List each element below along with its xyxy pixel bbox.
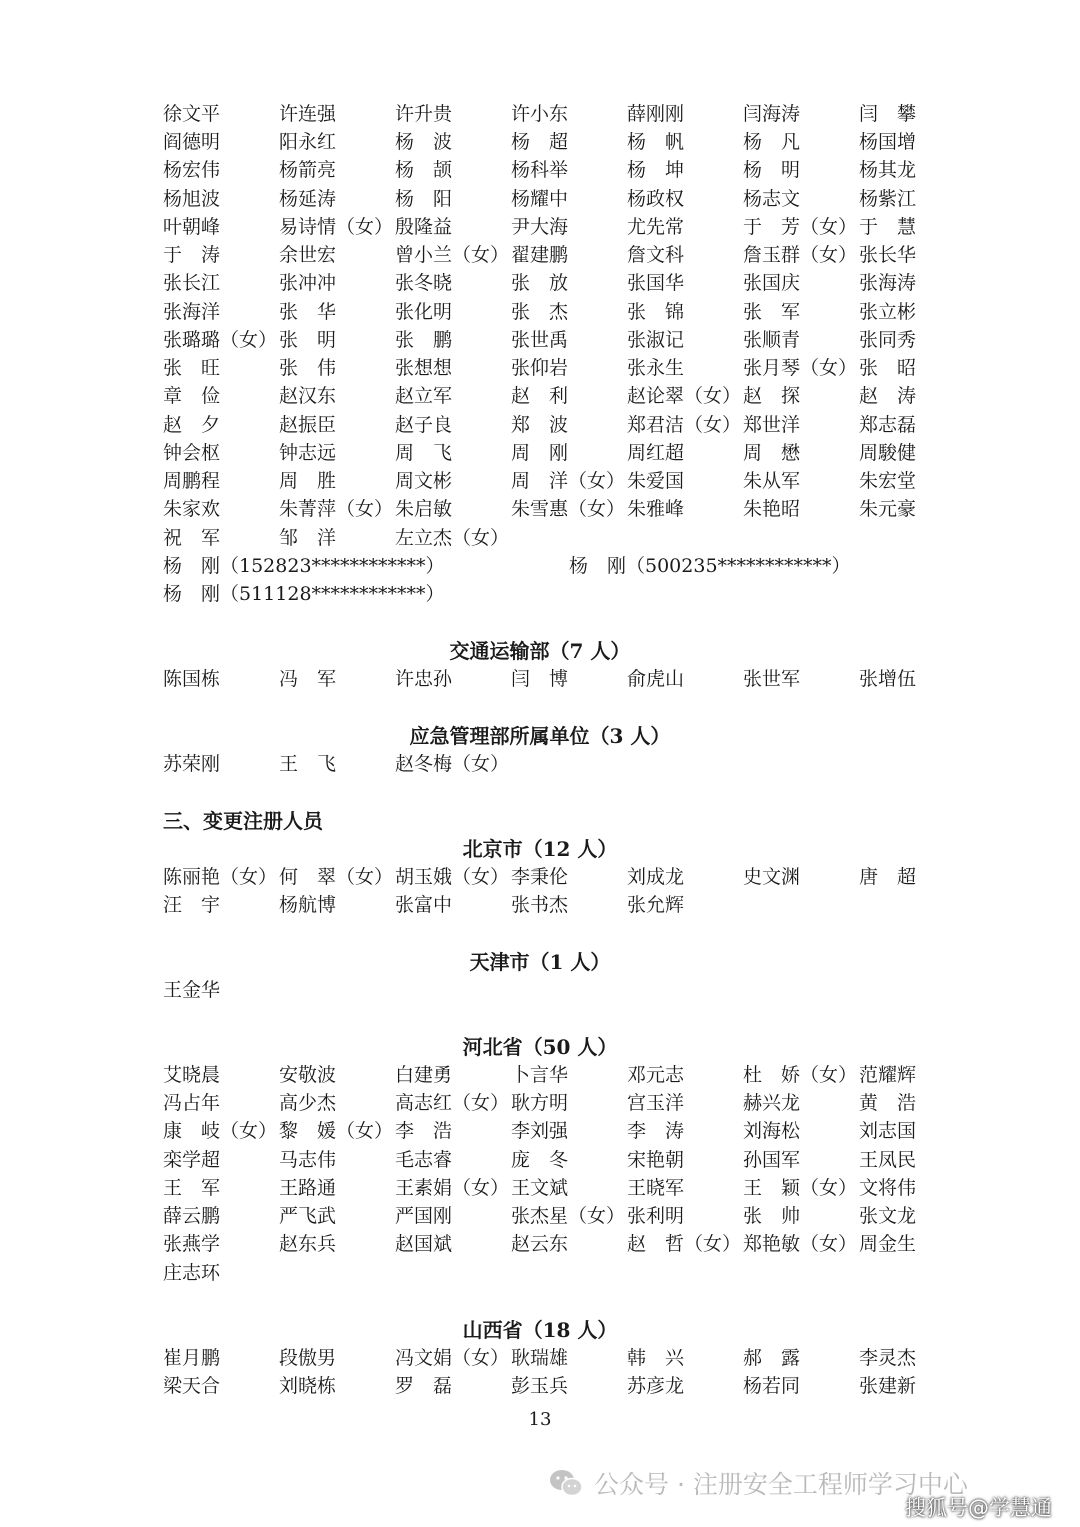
person-name: 杨宏伟 bbox=[163, 159, 221, 181]
person-name: 栾学超 bbox=[163, 1149, 221, 1171]
person-name: 余世宏 bbox=[279, 244, 337, 266]
person-name: 周駿健 bbox=[859, 442, 917, 464]
person-name: 王路通 bbox=[279, 1177, 337, 1199]
name-row bbox=[163, 1117, 943, 1145]
person-name: 罗 磊 bbox=[395, 1375, 453, 1397]
person-name: 王 飞 bbox=[279, 753, 337, 775]
person-name: 杨箭亮 bbox=[279, 159, 337, 181]
person-name: 张化明 bbox=[395, 301, 453, 323]
person-name: 尤先常 bbox=[627, 216, 685, 238]
person-name: 郝 露 bbox=[743, 1347, 801, 1369]
person-name: 王凤民 bbox=[859, 1149, 917, 1171]
person-name: 赵子良 bbox=[395, 414, 453, 436]
person-name: 赵 夕 bbox=[163, 414, 221, 436]
person-name: 张增伍 bbox=[859, 668, 917, 690]
person-name: 张 杰 bbox=[511, 301, 569, 323]
person-name: 杨政权 bbox=[627, 188, 685, 210]
section-heading: 北京市（12 人） bbox=[462, 837, 618, 861]
section-heading: 天津市（1 人） bbox=[469, 950, 611, 974]
person-name: 冯文娟（女） bbox=[395, 1347, 510, 1369]
person-name: 杨国增 bbox=[859, 131, 917, 153]
person-name: 钟志远 bbox=[279, 442, 337, 464]
person-name: 朱家欢 bbox=[163, 498, 221, 520]
person-name: 张杰星（女） bbox=[511, 1205, 626, 1227]
person-name: 赵立军 bbox=[395, 385, 453, 407]
name-row bbox=[163, 495, 943, 523]
person-name: 张长华 bbox=[859, 244, 917, 266]
person-name: 杨 颉 bbox=[395, 159, 453, 181]
name-row bbox=[163, 382, 943, 410]
name-row bbox=[163, 863, 943, 891]
person-name: 左立杰（女） bbox=[395, 527, 510, 549]
person-name: 李 浩 bbox=[395, 1120, 453, 1142]
person-name: 张海涛 bbox=[859, 272, 917, 294]
name-row bbox=[163, 1061, 943, 1089]
person-name: 张顺青 bbox=[743, 329, 801, 351]
person-name: 韩 兴 bbox=[627, 1347, 685, 1369]
person-name: 张 昭 bbox=[859, 357, 917, 379]
section-heading: 应急管理部所属单位（3 人） bbox=[409, 724, 671, 748]
person-name: 周金生 bbox=[859, 1233, 917, 1255]
section-title: 三、变更注册人员 bbox=[163, 809, 323, 833]
section-heading: 河北省（50 人） bbox=[462, 1035, 618, 1059]
person-name: 于 芳（女） bbox=[743, 216, 858, 238]
person-name: 张 军 bbox=[743, 301, 801, 323]
name-row bbox=[163, 1089, 943, 1117]
person-name: 冯 军 bbox=[279, 668, 337, 690]
person-name: 张冲冲 bbox=[279, 272, 337, 294]
person-name: 张 明 bbox=[279, 329, 337, 351]
name-row bbox=[163, 298, 943, 326]
name-row bbox=[163, 1202, 943, 1230]
person-name: 刘志国 bbox=[859, 1120, 917, 1142]
person-name: 汪 宇 bbox=[163, 894, 221, 916]
name-row bbox=[163, 524, 943, 552]
person-name: 史文渊 bbox=[743, 866, 801, 888]
person-name: 张文龙 bbox=[859, 1205, 917, 1227]
name-row bbox=[163, 1230, 943, 1258]
person-name: 王晓军 bbox=[627, 1177, 685, 1199]
person-name: 高志红（女） bbox=[395, 1092, 510, 1114]
person-name: 朱从军 bbox=[743, 470, 801, 492]
person-name: 朱启敏 bbox=[395, 498, 453, 520]
person-name: 张立彬 bbox=[859, 301, 917, 323]
person-name: 杜 娇（女） bbox=[743, 1064, 858, 1086]
name-row bbox=[163, 1344, 943, 1372]
person-name: 张世军 bbox=[743, 668, 801, 690]
person-name: 杨紫江 bbox=[859, 188, 917, 210]
person-name: 庞 冬 bbox=[511, 1149, 569, 1171]
person-name: 毛志睿 bbox=[395, 1149, 453, 1171]
person-name: 俞虎山 bbox=[627, 668, 685, 690]
person-name: 曾小兰（女） bbox=[395, 244, 510, 266]
person-name: 赵冬梅（女） bbox=[395, 753, 510, 775]
person-name: 张允辉 bbox=[627, 894, 685, 916]
person-name: 张仰岩 bbox=[511, 357, 569, 379]
person-name: 周 胜 bbox=[279, 470, 337, 492]
person-name: 章 俭 bbox=[163, 385, 221, 407]
person-name: 张 放 bbox=[511, 272, 569, 294]
name-row bbox=[163, 1259, 943, 1287]
person-name: 宫玉洋 bbox=[627, 1092, 685, 1114]
name-row bbox=[163, 1372, 943, 1400]
person-name: 钟会枢 bbox=[163, 442, 221, 464]
person-name: 张 华 bbox=[279, 301, 337, 323]
person-name: 唐 超 bbox=[859, 866, 917, 888]
person-name: 张冬晓 bbox=[395, 272, 453, 294]
person-name: 郑艳敏（女） bbox=[743, 1233, 858, 1255]
person-name: 朱菁萍（女） bbox=[279, 498, 394, 520]
person-name: 郑 波 bbox=[511, 414, 569, 436]
person-name: 孙国军 bbox=[743, 1149, 801, 1171]
name-row bbox=[163, 354, 943, 382]
person-name: 杨 超 bbox=[511, 131, 569, 153]
person-name: 马志伟 bbox=[279, 1149, 337, 1171]
person-name: 张国华 bbox=[627, 272, 685, 294]
person-name: 耿方明 bbox=[511, 1092, 569, 1114]
person-name: 徐文平 bbox=[163, 103, 221, 125]
name-row bbox=[163, 156, 943, 184]
person-name: 胡玉娥（女） bbox=[395, 866, 510, 888]
person-name: 庄志环 bbox=[163, 1262, 221, 1284]
person-name: 张淑记 bbox=[627, 329, 685, 351]
person-name: 张 旺 bbox=[163, 357, 221, 379]
person-name: 李 涛 bbox=[627, 1120, 685, 1142]
person-name: 薛刚刚 bbox=[627, 103, 685, 125]
name-row bbox=[163, 665, 943, 693]
watermark-text: 公众号 · 注册安全工程师学习中心 bbox=[594, 1470, 968, 1499]
person-name: 阎德明 bbox=[163, 131, 221, 153]
person-name: 安敬波 bbox=[279, 1064, 337, 1086]
source-badge: 搜狐号@学慧通 bbox=[905, 1496, 1052, 1520]
person-name: 艾晓晨 bbox=[163, 1064, 221, 1086]
name-row bbox=[163, 976, 943, 1004]
person-name: 赵 利 bbox=[511, 385, 569, 407]
person-name: 杨 波 bbox=[395, 131, 453, 153]
person-name: 赵汉东 bbox=[279, 385, 337, 407]
page-number: 13 bbox=[528, 1409, 552, 1430]
person-name: 王 军 bbox=[163, 1177, 221, 1199]
name-row bbox=[163, 326, 943, 354]
person-name: 薛云鹏 bbox=[163, 1205, 221, 1227]
person-name: 卜言华 bbox=[511, 1064, 569, 1086]
name-row bbox=[163, 467, 943, 495]
section-heading: 山西省（18 人） bbox=[462, 1318, 618, 1342]
name-row bbox=[163, 1146, 943, 1174]
section-heading: 交通运输部（7 人） bbox=[449, 639, 631, 663]
person-name: 严飞武 bbox=[279, 1205, 337, 1227]
person-name: 康 岐（女） bbox=[163, 1120, 278, 1142]
person-name: 张世禹 bbox=[511, 329, 569, 351]
name-row bbox=[163, 1174, 943, 1202]
person-name: 许忠孙 bbox=[395, 668, 453, 690]
name-row-with-id bbox=[163, 580, 943, 608]
person-name: 周 刚 bbox=[511, 442, 569, 464]
person-name: 郑志磊 bbox=[859, 414, 917, 436]
person-name: 叶朝峰 bbox=[163, 216, 221, 238]
person-name: 张国庆 bbox=[743, 272, 801, 294]
person-name: 邹 洋 bbox=[279, 527, 337, 549]
person-name: 赵东兵 bbox=[279, 1233, 337, 1255]
person-name: 李秉伦 bbox=[511, 866, 569, 888]
person-name: 陈丽艳（女） bbox=[163, 866, 278, 888]
person-name: 易诗情（女） bbox=[279, 216, 394, 238]
person-name: 郑世洋 bbox=[743, 414, 801, 436]
person-name: 杨 坤 bbox=[627, 159, 685, 181]
person-name: 朱宏堂 bbox=[859, 470, 917, 492]
person-name: 杨 阳 bbox=[395, 188, 453, 210]
person-name: 段傲男 bbox=[279, 1347, 337, 1369]
person-name: 苏彦龙 bbox=[627, 1375, 685, 1397]
name-row bbox=[163, 241, 943, 269]
person-name: 杨旭波 bbox=[163, 188, 221, 210]
person-name: 冯占年 bbox=[163, 1092, 221, 1114]
person-name: 周鹏程 bbox=[163, 470, 221, 492]
person-name: 耿瑞雄 bbox=[511, 1347, 569, 1369]
person-name: 杨耀中 bbox=[511, 188, 569, 210]
person-name: 朱雅峰 bbox=[627, 498, 685, 520]
person-name: 张 伟 bbox=[279, 357, 337, 379]
person-name: 闫 博 bbox=[511, 668, 569, 690]
person-name: 范耀辉 bbox=[859, 1064, 917, 1086]
person-name: 刘晓栋 bbox=[279, 1375, 337, 1397]
person-name: 于 慧 bbox=[859, 216, 917, 238]
person-name: 苏荣刚 bbox=[163, 753, 221, 775]
name-row bbox=[163, 750, 943, 778]
person-name: 翟建鹏 bbox=[511, 244, 569, 266]
person-name: 张同秀 bbox=[859, 329, 917, 351]
person-name: 詹文科 bbox=[627, 244, 685, 266]
name-row bbox=[163, 213, 943, 241]
name-with-id: 杨 刚（511128************） bbox=[163, 583, 445, 605]
person-name: 朱艳昭 bbox=[743, 498, 801, 520]
person-name: 张永生 bbox=[627, 357, 685, 379]
person-name: 朱爱国 bbox=[627, 470, 685, 492]
person-name: 祝 军 bbox=[163, 527, 221, 549]
name-row bbox=[163, 411, 943, 439]
name-row bbox=[163, 185, 943, 213]
person-name: 周红超 bbox=[627, 442, 685, 464]
person-name: 邓元志 bbox=[627, 1064, 685, 1086]
person-name: 刘成龙 bbox=[627, 866, 685, 888]
person-name: 周 懋 bbox=[743, 442, 801, 464]
person-name: 刘海松 bbox=[743, 1120, 801, 1142]
name-row bbox=[163, 100, 943, 128]
person-name: 赵论翠（女） bbox=[627, 385, 742, 407]
person-name: 闫海涛 bbox=[743, 103, 801, 125]
person-name: 王 颖（女） bbox=[743, 1177, 858, 1199]
person-name: 宋艳朝 bbox=[627, 1149, 685, 1171]
person-name: 张建新 bbox=[859, 1375, 917, 1397]
person-name: 于 涛 bbox=[163, 244, 221, 266]
person-name: 闫 攀 bbox=[859, 103, 917, 125]
person-name: 杨延涛 bbox=[279, 188, 337, 210]
person-name: 杨 凡 bbox=[743, 131, 801, 153]
person-name: 周 飞 bbox=[395, 442, 453, 464]
person-name: 朱元豪 bbox=[859, 498, 917, 520]
person-name: 杨航博 bbox=[279, 894, 337, 916]
person-name: 黄 浩 bbox=[859, 1092, 917, 1114]
name-row bbox=[163, 128, 943, 156]
name-row-with-id bbox=[163, 552, 943, 580]
person-name: 郑君洁（女） bbox=[627, 414, 742, 436]
person-name: 张海洋 bbox=[163, 301, 221, 323]
person-name: 杨若同 bbox=[743, 1375, 801, 1397]
person-name: 许升贵 bbox=[395, 103, 453, 125]
person-name: 李刘强 bbox=[511, 1120, 569, 1142]
person-name: 许小东 bbox=[511, 103, 569, 125]
person-name: 阳永红 bbox=[279, 131, 337, 153]
person-name: 黎 媛（女） bbox=[279, 1120, 394, 1142]
person-name: 张长江 bbox=[163, 272, 221, 294]
person-name: 白建勇 bbox=[395, 1064, 453, 1086]
person-name: 彭玉兵 bbox=[511, 1375, 569, 1397]
person-name: 周文彬 bbox=[395, 470, 453, 492]
person-name: 杨 帆 bbox=[627, 131, 685, 153]
person-name: 殷隆益 bbox=[395, 216, 453, 238]
person-name: 尹大海 bbox=[511, 216, 569, 238]
name-row bbox=[163, 891, 943, 919]
person-name: 杨 明 bbox=[743, 159, 801, 181]
person-name: 杨科举 bbox=[511, 159, 569, 181]
person-name: 崔月鹏 bbox=[163, 1347, 221, 1369]
person-name: 何 翠（女） bbox=[279, 866, 394, 888]
name-row bbox=[163, 269, 943, 297]
name-with-id: 杨 刚（500235************） bbox=[569, 555, 851, 577]
person-name: 周 洋（女） bbox=[511, 470, 626, 492]
person-name: 梁天合 bbox=[163, 1375, 221, 1397]
person-name: 张璐璐（女） bbox=[163, 329, 278, 351]
person-name: 严国刚 bbox=[395, 1205, 453, 1227]
name-with-id: 杨 刚（152823************） bbox=[163, 555, 445, 577]
person-name: 张利明 bbox=[627, 1205, 685, 1227]
person-name: 赵云东 bbox=[511, 1233, 569, 1255]
person-name: 李灵杰 bbox=[859, 1347, 917, 1369]
person-name: 赫兴龙 bbox=[743, 1092, 801, 1114]
person-name: 赵振臣 bbox=[279, 414, 337, 436]
person-name: 王金华 bbox=[163, 979, 221, 1001]
person-name: 高少杰 bbox=[279, 1092, 337, 1114]
person-name: 张月琴（女） bbox=[743, 357, 858, 379]
person-name: 王素娟（女） bbox=[395, 1177, 510, 1199]
person-name: 詹玉群（女） bbox=[743, 244, 858, 266]
person-name: 朱雪惠（女） bbox=[511, 498, 626, 520]
person-name: 杨志文 bbox=[743, 188, 801, 210]
person-name: 张书杰 bbox=[511, 894, 569, 916]
person-name: 张 锦 bbox=[627, 301, 685, 323]
person-name: 赵国斌 bbox=[395, 1233, 453, 1255]
wechat-icon bbox=[548, 1468, 584, 1498]
person-name: 张想想 bbox=[395, 357, 453, 379]
person-name: 王文斌 bbox=[511, 1177, 569, 1199]
person-name: 陈国栋 bbox=[163, 668, 221, 690]
person-name: 张富中 bbox=[395, 894, 453, 916]
person-name: 张 鹏 bbox=[395, 329, 453, 351]
person-name: 许连强 bbox=[279, 103, 337, 125]
person-name: 赵 哲（女） bbox=[627, 1233, 742, 1255]
person-name: 文将伟 bbox=[859, 1177, 917, 1199]
person-name: 赵 涛 bbox=[859, 385, 917, 407]
person-name: 张 帅 bbox=[743, 1205, 801, 1227]
person-name: 杨其龙 bbox=[859, 159, 917, 181]
person-name: 赵 探 bbox=[743, 385, 801, 407]
name-row bbox=[163, 439, 943, 467]
person-name: 张燕学 bbox=[163, 1233, 221, 1255]
